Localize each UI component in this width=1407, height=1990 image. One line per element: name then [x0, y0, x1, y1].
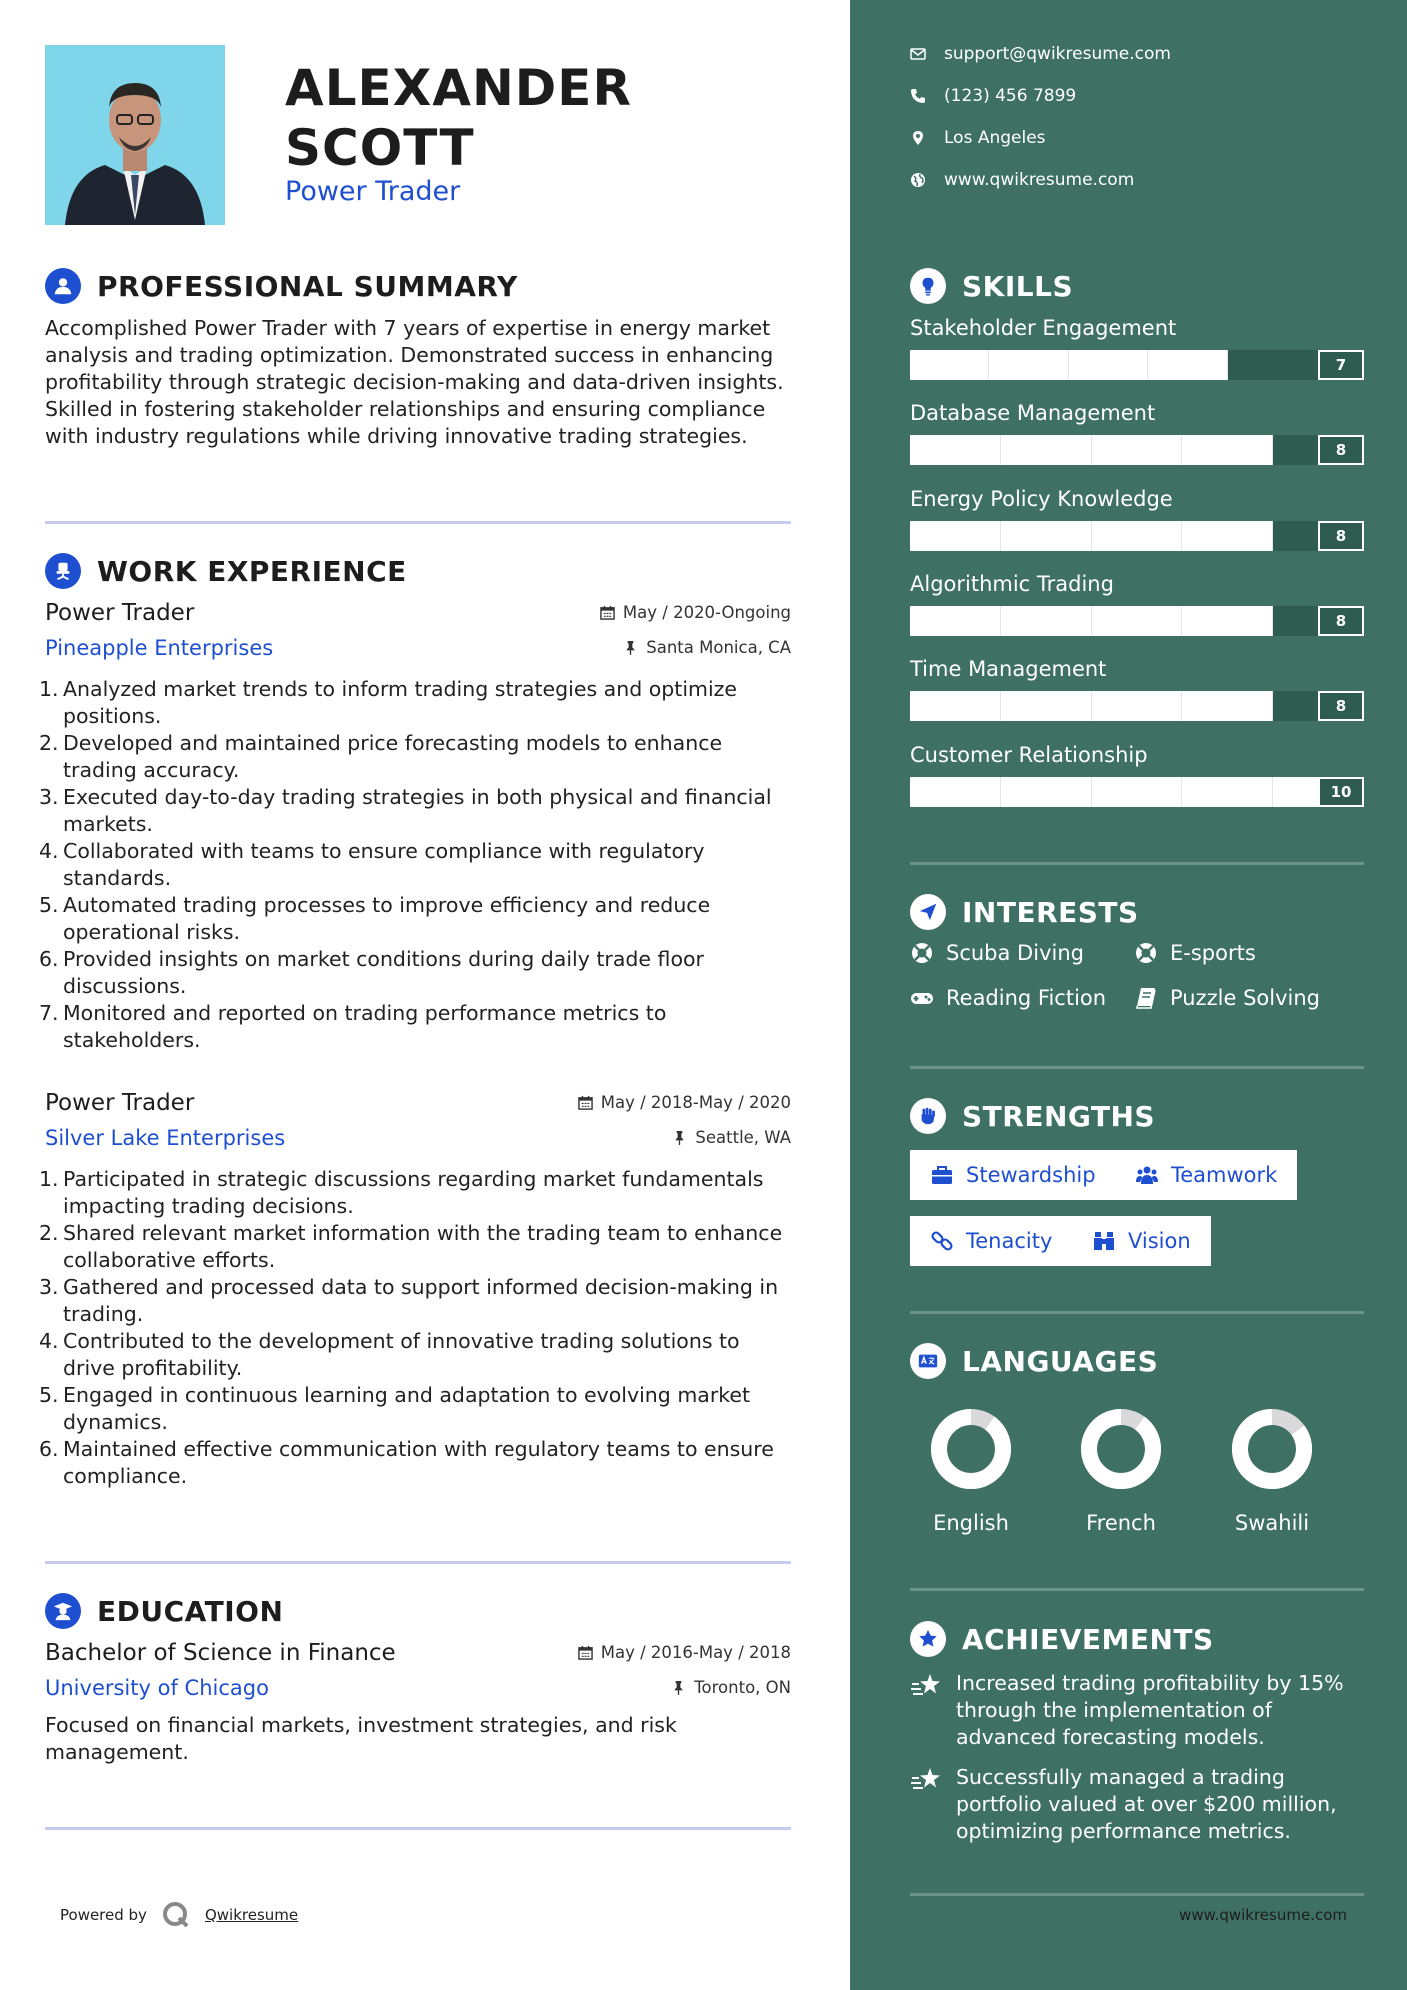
strength-item: Tenacity: [910, 1216, 1072, 1266]
interest-item: E-sports: [1134, 941, 1256, 965]
name-line-1: ALEXANDER: [285, 59, 632, 117]
list-item: 5. Automated trading processes to improve efficiency and reduce operational risks.: [39, 893, 711, 944]
skill-level: 8: [1318, 691, 1364, 721]
languages-heading: [910, 1343, 1158, 1379]
life-ring-icon: [910, 941, 934, 965]
skills-title: SKILLS: [962, 269, 1074, 303]
users-icon: [1135, 1163, 1159, 1187]
strength-item: Stewardship: [910, 1150, 1116, 1200]
proficiency-donut: [1079, 1407, 1163, 1491]
shooting-star-icon: [910, 1766, 942, 1796]
education-description: Focused on financial markets, investment strategies, and risk management.: [45, 1713, 677, 1764]
experience-title: WORK EXPERIENCE: [97, 554, 407, 588]
language-item: French: [1061, 1407, 1181, 1535]
list-item: 1. Analyzed market trends to inform trading strategies and optimize positions.: [39, 677, 738, 728]
summary-heading: [45, 268, 518, 304]
list-item: 6. Maintained effective communication with regulatory teams to ensure compliance.: [39, 1437, 774, 1488]
interest-item: Puzzle Solving: [1134, 986, 1320, 1010]
section-divider: [910, 862, 1364, 865]
skill-item: Energy Policy Knowledge 8: [910, 487, 1364, 551]
calendar-icon: [578, 1095, 593, 1110]
job-location: Seattle, WA: [672, 1128, 791, 1147]
graduate-icon: [45, 1593, 81, 1629]
qwikresume-logo-icon: [161, 1900, 191, 1930]
fist-icon: [910, 1098, 946, 1134]
skill-item: Time Management 8: [910, 657, 1364, 721]
responsibility-list: [39, 676, 791, 1054]
profile-photo: [45, 45, 225, 225]
section-divider: [910, 1893, 1364, 1896]
company-name: Silver Lake Enterprises: [45, 1126, 286, 1150]
skill-bar: [910, 777, 1364, 807]
skill-level: 10: [1318, 777, 1364, 807]
experience-heading: [45, 553, 407, 589]
skill-level: 8: [1318, 435, 1364, 465]
skill-bar: [910, 350, 1364, 380]
pushpin-icon: [672, 1130, 687, 1145]
star-badge-icon: [910, 1621, 946, 1657]
lightbulb-icon: [910, 268, 946, 304]
education-title: EDUCATION: [97, 1594, 284, 1628]
language-item: English: [911, 1407, 1031, 1535]
job-date: May / 2018-May / 2020: [578, 1093, 791, 1112]
user-circle-icon: [45, 268, 81, 304]
education-entry: [45, 1640, 791, 1766]
responsibility-list: [39, 1166, 791, 1490]
strength-item: Vision: [1072, 1216, 1211, 1266]
person-portrait-icon: [45, 45, 225, 225]
map-marker-icon: [910, 130, 926, 146]
name-line-2: SCOTT: [285, 119, 475, 177]
list-item: 2. Developed and maintained price forecasting models to enhance trading accuracy.: [39, 731, 723, 782]
job-date: May / 2020-Ongoing: [600, 603, 791, 622]
strength-item: Teamwork: [1115, 1150, 1297, 1200]
shooting-star-icon: [910, 1672, 942, 1702]
sidebar: [850, 0, 1407, 1990]
proficiency-donut: [1230, 1407, 1314, 1491]
powered-by: Powered by Qwikresume: [60, 1900, 298, 1930]
job-entry-2: [39, 1090, 791, 1490]
strengths-heading: [910, 1098, 1155, 1134]
section-divider: [910, 1066, 1364, 1069]
section-divider: [45, 521, 791, 524]
education-date: May / 2016-May / 2018: [578, 1643, 791, 1662]
footer-website[interactable]: www.qwikresume.com: [1179, 1906, 1347, 1924]
education-location: Toronto, ON: [671, 1678, 791, 1697]
gamepad-icon: [910, 986, 934, 1010]
summary-text: Accomplished Power Trader with 7 years of expertise in energy market analysis and trading optimization. Demonstrated success in enhancing profitability through strategic decision-making and data-driven insights. Skilled in fostering stakeholder relationships and ensuring compliance with industry regulations while driving innovative trading strategies.: [45, 316, 784, 448]
section-divider: [45, 1561, 791, 1564]
pushpin-icon: [671, 1680, 686, 1695]
list-item: 3. Executed day-to-day trading strategies in both physical and financial markets.: [39, 785, 772, 836]
strengths-title: STRENGTHS: [962, 1099, 1156, 1133]
list-item: 7. Monitored and reported on trading performance metrics to stakeholders.: [39, 1001, 667, 1052]
list-item: 4. Collaborated with teams to ensure compliance with regulatory standards.: [39, 839, 705, 890]
interests-title: INTERESTS: [962, 895, 1139, 929]
skill-bar: [910, 691, 1364, 721]
calendar-icon: [600, 605, 615, 620]
skill-level: 7: [1318, 350, 1364, 380]
globe-icon: [910, 172, 926, 188]
contact-location: Los Angeles: [910, 128, 1046, 148]
pushpin-icon: [623, 640, 638, 655]
languages-title: LANGUAGES: [962, 1344, 1159, 1378]
degree-name: Bachelor of Science in Finance: [45, 1640, 396, 1666]
phone-icon: [910, 88, 926, 104]
skill-level: 8: [1318, 606, 1364, 636]
interest-item: Reading Fiction: [910, 986, 1106, 1010]
school-name: University of Chicago: [45, 1676, 269, 1700]
contact-phone[interactable]: (123) 456 7899: [910, 86, 1076, 106]
job-entry-1: [39, 600, 791, 1054]
skill-bar: [910, 521, 1364, 551]
book-icon: [1134, 986, 1158, 1010]
section-divider: [910, 1588, 1364, 1591]
skill-bar: [910, 435, 1364, 465]
interest-item: Scuba Diving: [910, 941, 1084, 965]
job-title: Power Trader: [45, 1090, 195, 1116]
achievement-item: Increased trading profitability by 15% through the implementation of advanced forecasting models.: [910, 1670, 1364, 1751]
translate-icon: [910, 1343, 946, 1379]
envelope-icon: [910, 46, 926, 62]
job-location: Santa Monica, CA: [623, 638, 791, 657]
skill-item: Algorithmic Trading 8: [910, 572, 1364, 636]
proficiency-donut: [929, 1407, 1013, 1491]
achievements-title: ACHIEVEMENTS: [962, 1622, 1214, 1656]
skill-item: Stakeholder Engagement 7: [910, 316, 1364, 380]
skill-item: Customer Relationship 10: [910, 743, 1364, 807]
list-item: 6. Provided insights on market conditions during daily trade floor discussions.: [39, 947, 704, 998]
company-name: Pineapple Enterprises: [45, 636, 274, 660]
skills-heading: [910, 268, 1073, 304]
contact-website[interactable]: www.qwikresume.com: [910, 170, 1134, 190]
summary-title: PROFESSIONAL SUMMARY: [97, 269, 518, 303]
list-item: 1. Participated in strategic discussions regarding market fundamentals impacting trading decisions.: [39, 1167, 764, 1218]
section-divider: [45, 1827, 791, 1830]
list-item: 3. Gathered and processed data to support informed decision-making in trading.: [39, 1275, 779, 1326]
office-chair-icon: [45, 553, 81, 589]
job-title: Power Trader: [45, 600, 195, 626]
calendar-icon: [578, 1645, 593, 1660]
brand-link[interactable]: Qwikresume: [204, 1906, 299, 1924]
skill-bar: [910, 606, 1364, 636]
link-icon: [930, 1229, 954, 1253]
list-item: 4. Contributed to the development of innovative trading solutions to drive profitability.: [39, 1329, 740, 1380]
candidate-name: [285, 58, 632, 178]
binoculars-icon: [1092, 1229, 1116, 1253]
contact-email[interactable]: support@qwikresume.com: [910, 44, 1171, 64]
life-ring-icon: [1134, 941, 1158, 965]
section-divider: [910, 1311, 1364, 1314]
candidate-role: Power Trader: [285, 176, 461, 207]
achievement-item: Successfully managed a trading portfolio valued at over $200 million, optimizing performance metrics.: [910, 1764, 1364, 1845]
list-item: 2. Shared relevant market information with the trading team to enhance collaborative efforts.: [39, 1221, 783, 1272]
skill-level: 8: [1318, 521, 1364, 551]
interests-heading: [910, 894, 1139, 930]
paper-plane-icon: [910, 894, 946, 930]
achievements-heading: [910, 1621, 1214, 1657]
briefcase-icon: [930, 1163, 954, 1187]
language-item: Swahili: [1212, 1407, 1332, 1535]
education-heading: [45, 1593, 283, 1629]
skill-item: Database Management 8: [910, 401, 1364, 465]
list-item: 5. Engaged in continuous learning and adaptation to evolving market dynamics.: [39, 1383, 751, 1434]
